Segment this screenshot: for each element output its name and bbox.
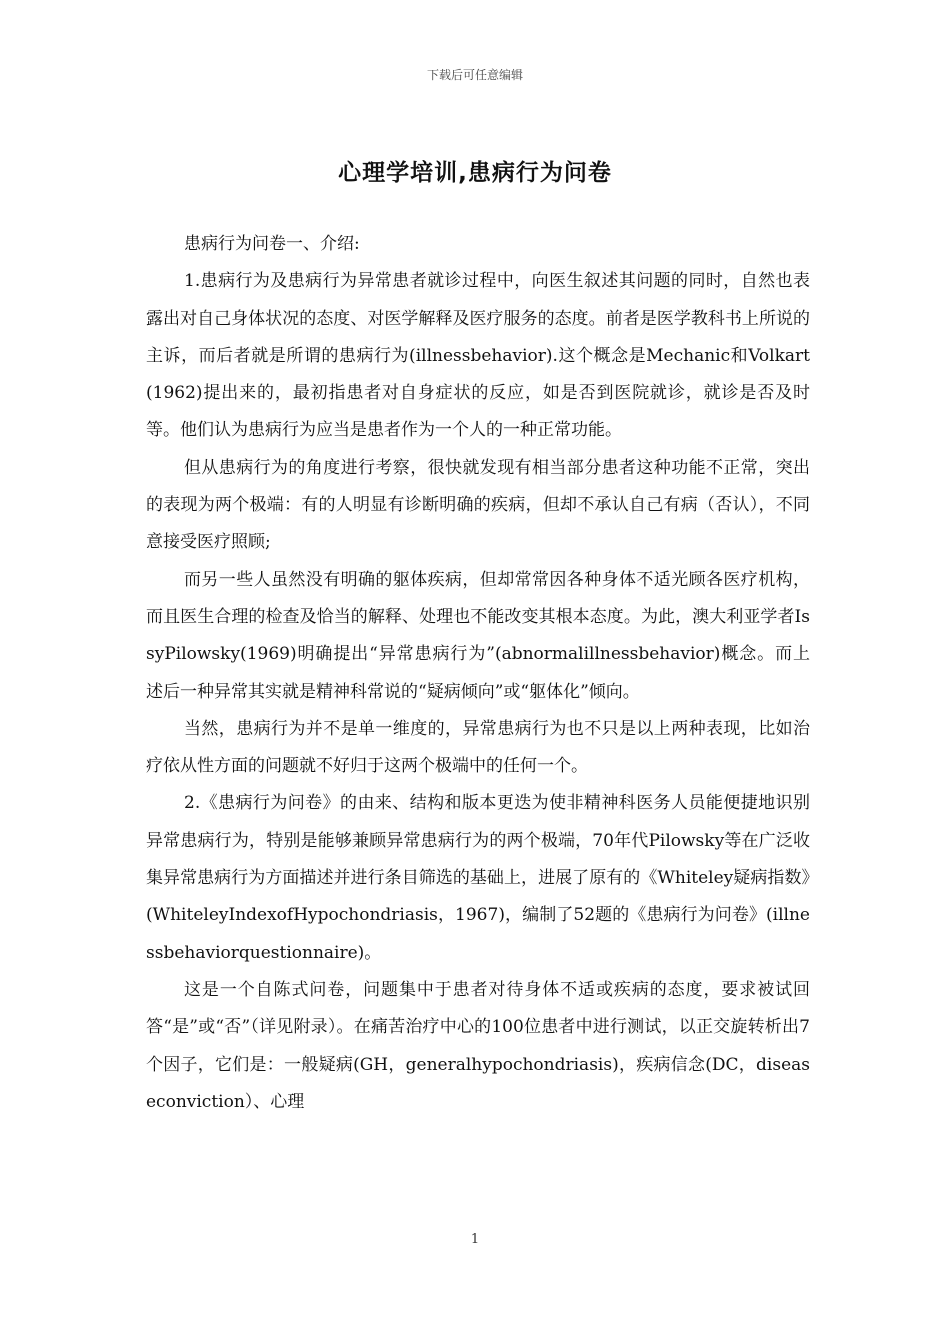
- page-number: 1: [470, 1232, 480, 1247]
- paragraph-4: 当然，患病行为并不是单一维度的，异常患病行为也不只是以上两种表现，比如治疗依从性方面的问题就不好归于这两个极端中的任何一个。: [146, 718, 810, 777]
- paragraph-5: 2.《患病行为问卷》的由来、结构和版本更迭为使非精神科医务人员能便捷地识别异常患病行为，特别是能够兼顾异常患病行为的两个极端，70年代Pilowsky等在广泛收集异常患病行为方面描述并进行条目筛选的基础上，进展了原有的《Whiteley疑病指数》(WhiteleyIndexofHypochondriasis，1967)，编制了52题的《患病行为问卷》(illnessbehaviorquestionnaire)。: [146, 793, 810, 963]
- paragraph-2: 但从患病行为的角度进行考察，很快就发现有相当部分患者这种功能不正常，突出的表现为两个极端：有的人明显有诊断明确的疾病，但却不承认自己有病（否认），不同意接受医疗照顾;: [146, 457, 810, 553]
- paragraph-6: 这是一个自陈式问卷，问题集中于患者对待身体不适或疾病的态度，要求被试回答“是”或“否”（详见附录）。在痛苦治疗中心的100位患者中进行测试，以正交旋转析出7个因子，它们是：一般疑病(GH，generalhypochondriasis)，疾病信念(DC，diseaseconviction）、心理: [146, 979, 810, 1112]
- document-title: 心理学培训,患病行为问卷: [338, 160, 612, 186]
- paragraph-intro-heading: 患病行为问卷一、介绍:: [184, 234, 360, 254]
- page-header-note: 下载后可任意编辑: [426, 68, 523, 82]
- paragraph-3: 而另一些人虽然没有明确的躯体疾病，但却常常因各种身体不适光顾各医疗机构，而且医生合理的检查及恰当的解释、处理也不能改变其根本态度。为此，澳大利亚学者IssyPilowsky(1969)明确提出“异常患病行为”(abnormalillnessbehavior)概念。而上述后一种异常其实就是精神科常说的“疑病倾向”或“躯体化”倾向。: [146, 569, 810, 702]
- paragraph-1: 1.患病行为及患病行为异常患者就诊过程中，向医生叙述其问题的同时，自然也表露出对自己身体状况的态度、对医学解释及医疗服务的态度。前者是医学教科书上所说的主诉，而后者就是所谓的患病行为(illnessbehavior).这个概念是Mechanic和Volkart(1962)提出来的，最初指患者对自身症状的反应，如是否到医院就诊，就诊是否及时等。他们认为患病行为应当是患者作为一个人的一种正常功能。: [146, 271, 810, 441]
- document-body: [146, 226, 810, 1121]
